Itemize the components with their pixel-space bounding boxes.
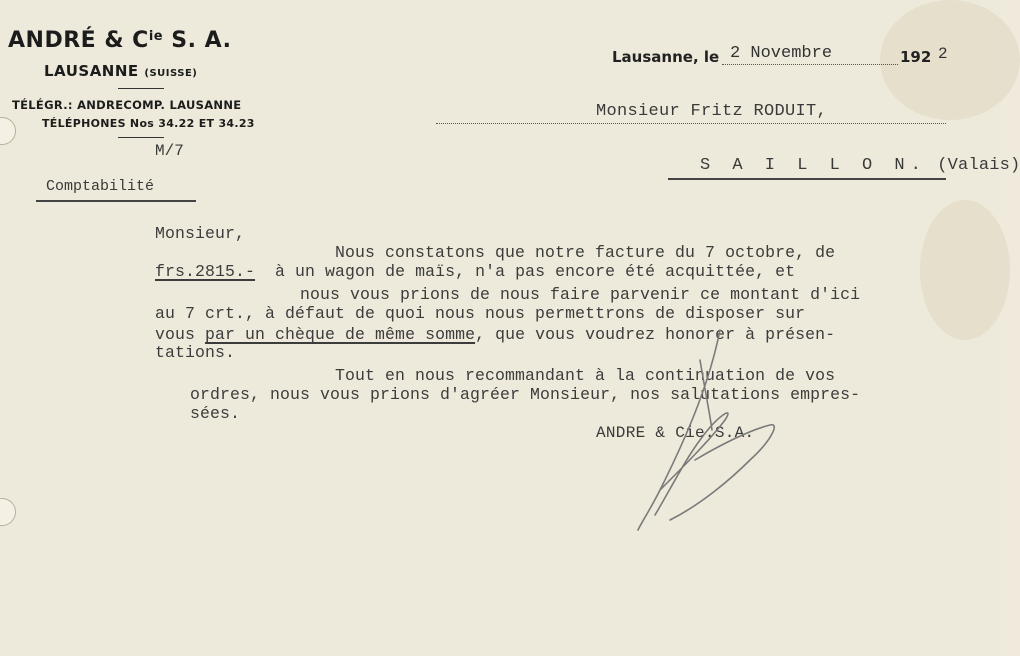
body-line-5: vous par un chèque de même somme, que vous voudrez honorer à présen- [155, 325, 836, 344]
invoice-amount: frs.2815.- [155, 262, 256, 281]
body-line-9: sées. [190, 404, 241, 423]
date-year-prefix: 192 [900, 48, 932, 66]
handwritten-signature [600, 320, 800, 540]
department-underline [36, 200, 196, 202]
salutation: Monsieur, [155, 224, 246, 243]
body-line-7: Tout en nous recommandant à la continuation de vos [335, 366, 836, 385]
letterhead-divider [118, 88, 164, 89]
addressee-dotted-line [436, 123, 946, 124]
cheque-phrase: par un chèque de même somme [205, 325, 476, 344]
company-city: LAUSANNE (SUISSE) [44, 62, 198, 80]
body-line-3: nous vous prions de nous faire parvenir ce montant d'ici [300, 285, 861, 304]
signature-company: ANDRE & Cie.S.A. [596, 424, 755, 442]
date-year-last-digit: 2 [938, 45, 948, 63]
company-name: ANDRÉ & $C^{ie}$ S. A. [8, 28, 232, 53]
telephone-numbers: TÉLÉPHONES Nos 34.22 ET 34.23 [42, 117, 255, 130]
punch-hole [0, 498, 16, 526]
letterhead-divider [118, 137, 164, 138]
telegraph-address: TÉLÉGR.: ANDRECOMP. LAUSANNE [12, 98, 242, 112]
body-line-6: tations. [155, 343, 236, 362]
date-dotted-line [722, 64, 898, 65]
body-line-2: frs.2815.- à un wagon de maïs, n'a pas encore été acquittée, et [155, 262, 796, 281]
date-day-month: 2 Novembre [730, 44, 833, 63]
addressee-name: Monsieur Fritz RODUIT, [596, 102, 828, 121]
body-line-8: ordres, nous vous prions d'agréer Monsieur, nos salutations empres- [190, 385, 861, 404]
signature-stroke [638, 330, 774, 530]
addressee-location: S A I L L O N. (Valais) [700, 156, 1020, 175]
paper-stain [920, 200, 1010, 340]
punch-hole [0, 117, 16, 145]
body-line-4: au 7 crt., à défaut de quoi nous nous permettrons de disposer sur [155, 304, 806, 323]
body-line-1: Nous constatons que notre facture du 7 octobre, de [335, 243, 836, 262]
reference-code: M/7 [155, 142, 184, 160]
department-label: Comptabilité [46, 178, 155, 195]
date-place: Lausanne, le [612, 48, 720, 66]
location-underline [668, 178, 946, 180]
